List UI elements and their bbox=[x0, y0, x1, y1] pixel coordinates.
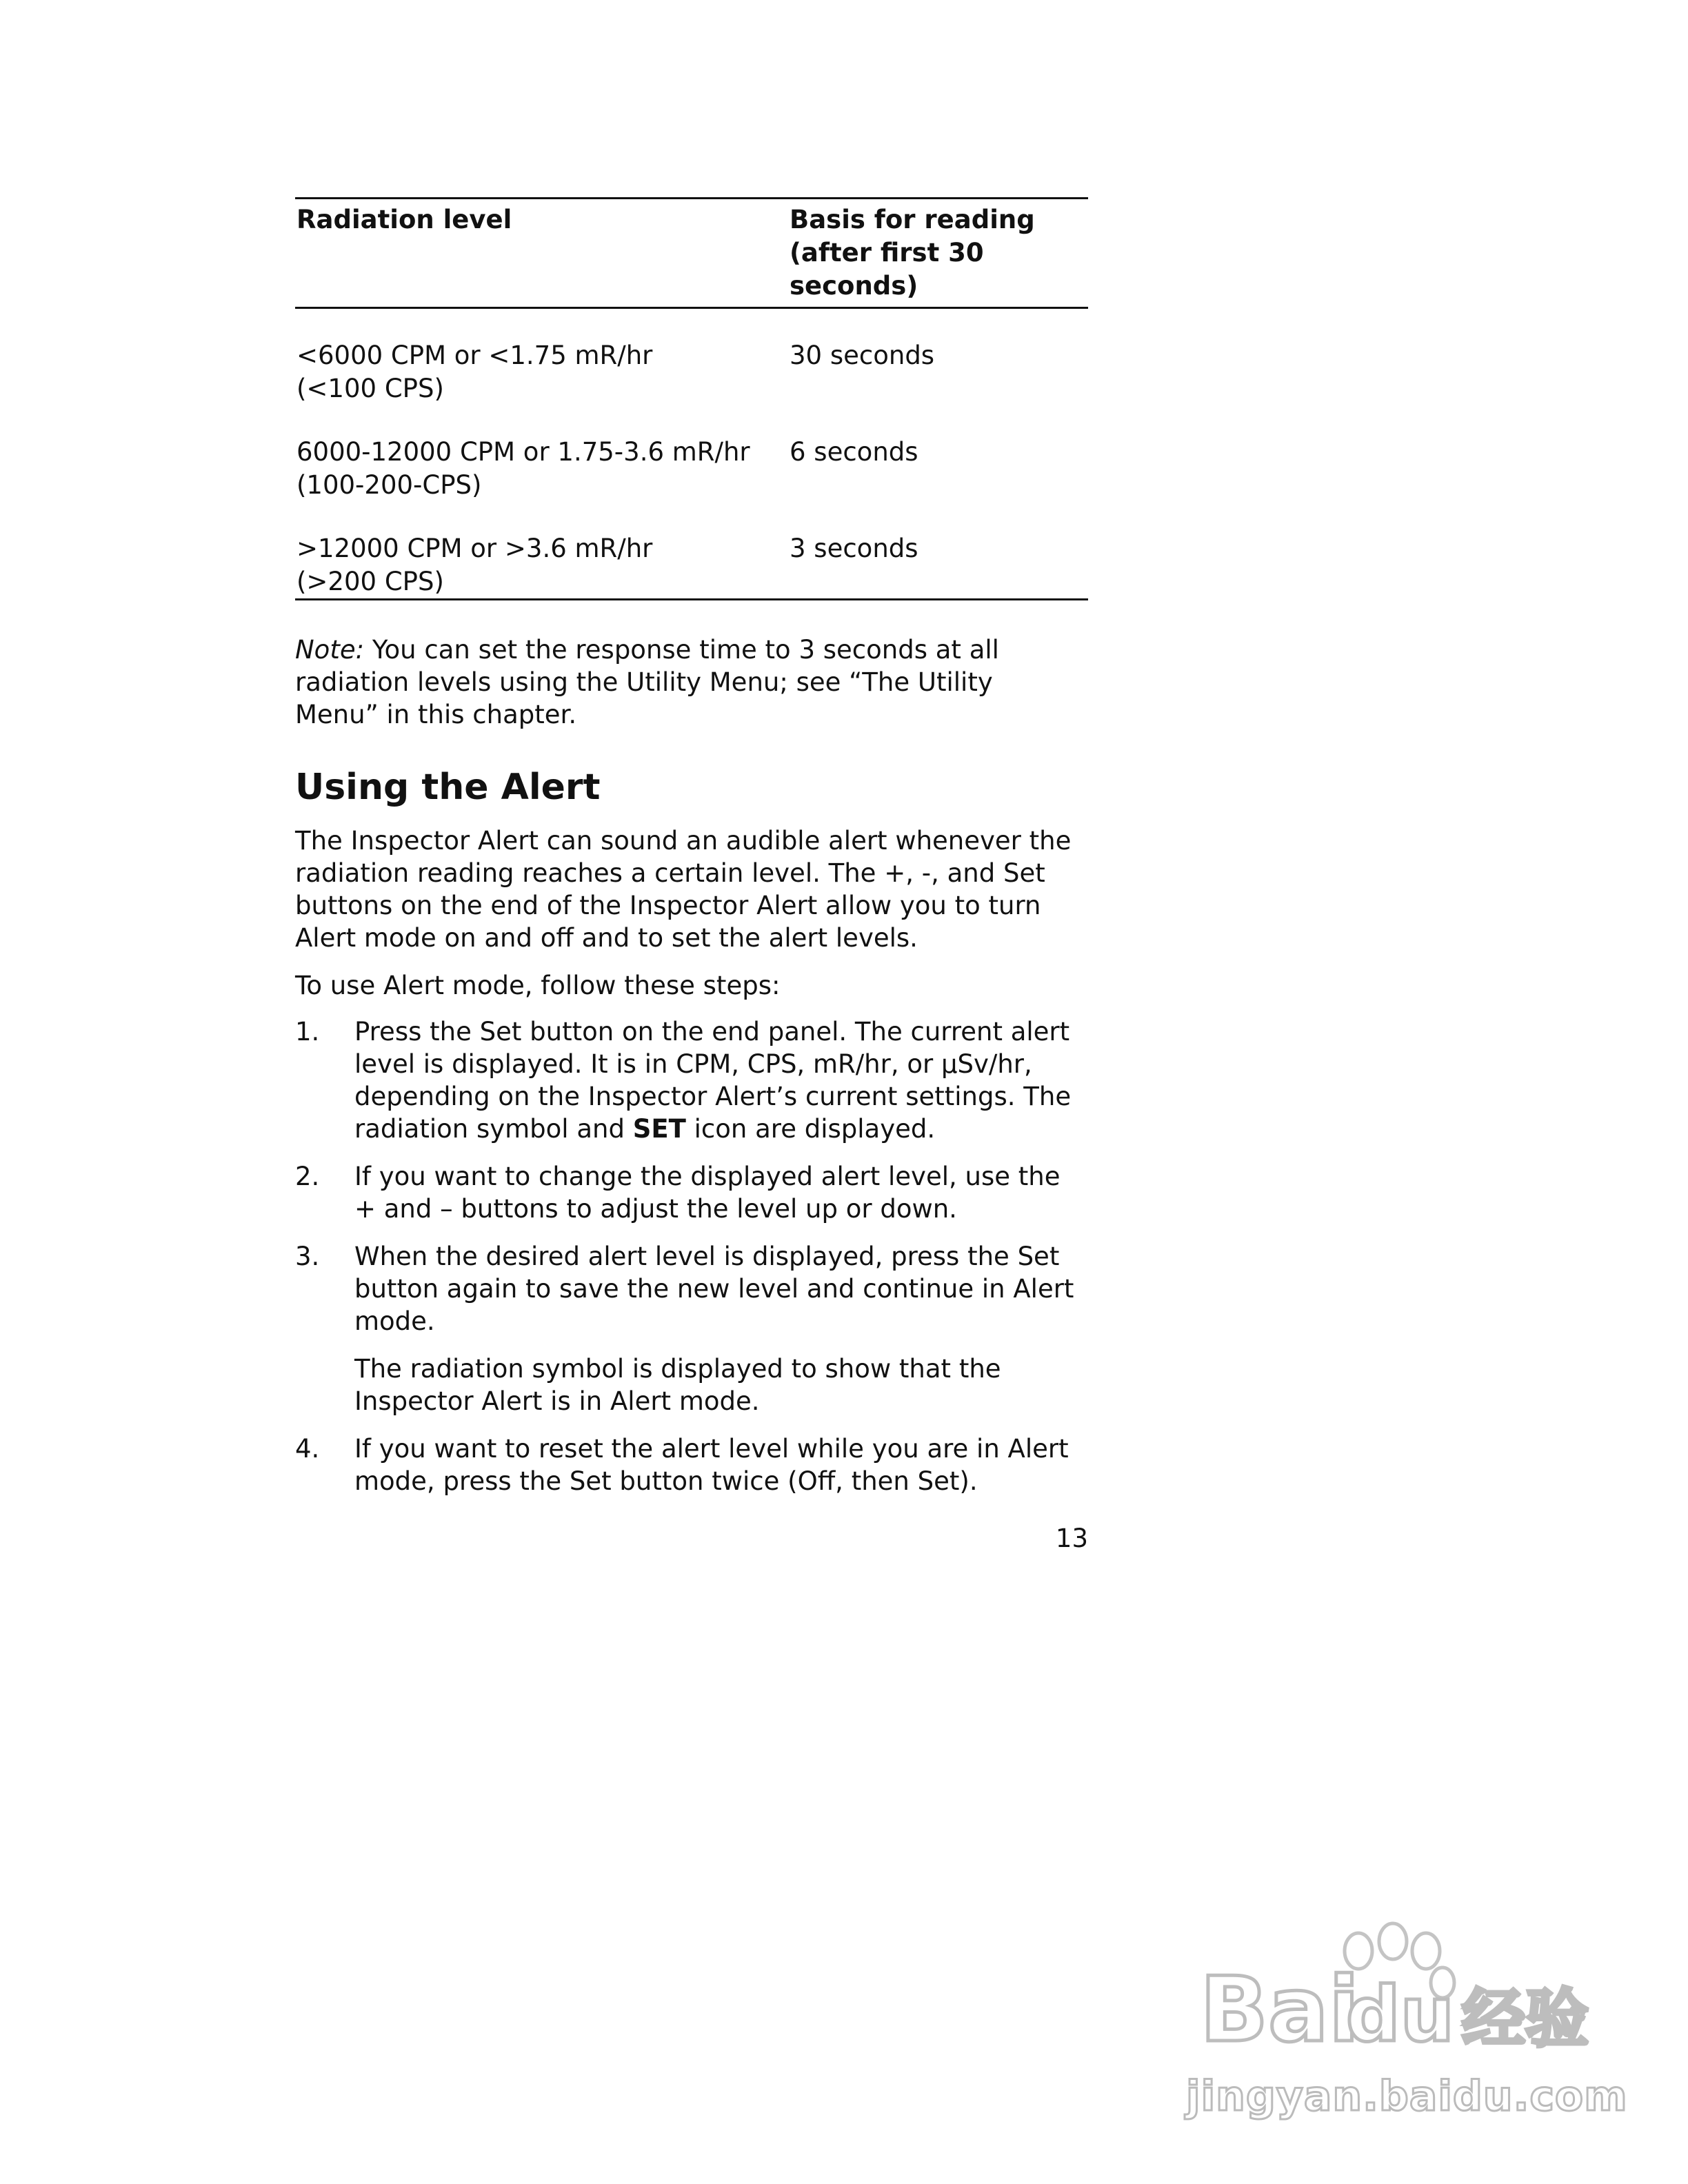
list-item bbox=[295, 1433, 1088, 1497]
row-level-cell bbox=[295, 436, 790, 532]
watermark-url: jingyan.baidu.com bbox=[1186, 2072, 1628, 2121]
svg-text:Bai: Bai bbox=[1200, 1957, 1360, 2062]
steps-intro-paragraph: To use Alert mode, follow these steps: bbox=[295, 971, 781, 1000]
header-basis-line2: (after first 30 seconds) bbox=[790, 238, 984, 301]
row-basis-cell: 30 seconds bbox=[790, 341, 935, 370]
step-number: 3. bbox=[295, 1242, 320, 1271]
set-icon-label: SET bbox=[632, 1114, 686, 1144]
note-label: Note: bbox=[295, 635, 365, 665]
svg-text:du: du bbox=[1346, 1970, 1455, 2059]
list-item bbox=[295, 1015, 1088, 1145]
note-text: You can set the response time to 3 seconds at all radiation levels using the Utility Menu; see “The Utility Menu” in this chapter. bbox=[295, 635, 999, 729]
table-row bbox=[295, 308, 1088, 436]
section-heading: Using the Alert bbox=[295, 767, 601, 808]
row-level-line1: 6000-12000 CPM or 1.75-3.6 mR/hr bbox=[297, 437, 750, 467]
step-text: If you want to reset the alert level while you are in Alert mode, press the Set button twice (Off, then Set). bbox=[354, 1434, 1069, 1496]
header-basis-for-reading bbox=[790, 199, 1088, 308]
list-item bbox=[295, 1240, 1088, 1417]
row-level-cell bbox=[295, 532, 790, 600]
header-basis-line1: Basis for reading bbox=[790, 205, 1035, 234]
radiation-level-table bbox=[295, 197, 1088, 600]
row-level-line1: >12000 CPM or >3.6 mR/hr bbox=[297, 534, 653, 563]
step-number: 4. bbox=[295, 1434, 320, 1464]
svg-text:经验: 经验 bbox=[1462, 1982, 1589, 2056]
section-intro-paragraph: The Inspector Alert can sound an audible alert whenever the radiation reading reaches a certain level. The +, -, and Set buttons on the end of the Inspector Alert allow you to turn Alert mode on and off and to set the alert levels. bbox=[295, 826, 1072, 953]
row-basis-cell: 3 seconds bbox=[790, 534, 918, 563]
row-level-line2: (<100 CPS) bbox=[297, 374, 444, 403]
row-level-line1: <6000 CPM or <1.75 mR/hr bbox=[297, 341, 653, 370]
row-level-line2: (>200 CPS) bbox=[297, 567, 444, 596]
step-text: When the desired alert level is displayed, press the Set button again to save the new level and continue in Alert mode. bbox=[354, 1242, 1074, 1336]
baidu-watermark bbox=[1186, 1910, 1628, 2137]
table-row bbox=[295, 436, 1088, 532]
step-text-before: Press the Set button on the end panel. The current alert level is displayed. It is in CPM, CPS, mR/hr, or µSv/hr, depending on the Inspector Alert’s current settings. The radiation symbol and bbox=[354, 1017, 1072, 1144]
header-radiation-level: Radiation level bbox=[297, 205, 512, 234]
step-number: 2. bbox=[295, 1162, 320, 1191]
step-subparagraph: The radiation symbol is displayed to show that the Inspector Alert is in Alert mode. bbox=[354, 1354, 1001, 1416]
steps-list bbox=[295, 1015, 1088, 1497]
row-level-line2: (100-200-CPS) bbox=[297, 470, 482, 500]
step-number: 1. bbox=[295, 1017, 320, 1046]
step-text: If you want to change the displayed alert level, use the + and – buttons to adjust the level up or down. bbox=[354, 1162, 1061, 1224]
row-level-cell bbox=[295, 308, 790, 436]
note-paragraph bbox=[295, 634, 1074, 731]
page-content bbox=[295, 197, 1088, 1513]
list-item bbox=[295, 1160, 1088, 1225]
baidu-logo-icon bbox=[1186, 1923, 1589, 2062]
row-basis-cell: 6 seconds bbox=[790, 437, 918, 467]
step-text-after: icon are displayed. bbox=[685, 1114, 936, 1144]
table-header-row bbox=[295, 199, 1088, 308]
page-number: 13 bbox=[1055, 1524, 1088, 1553]
table-row bbox=[295, 532, 1088, 600]
